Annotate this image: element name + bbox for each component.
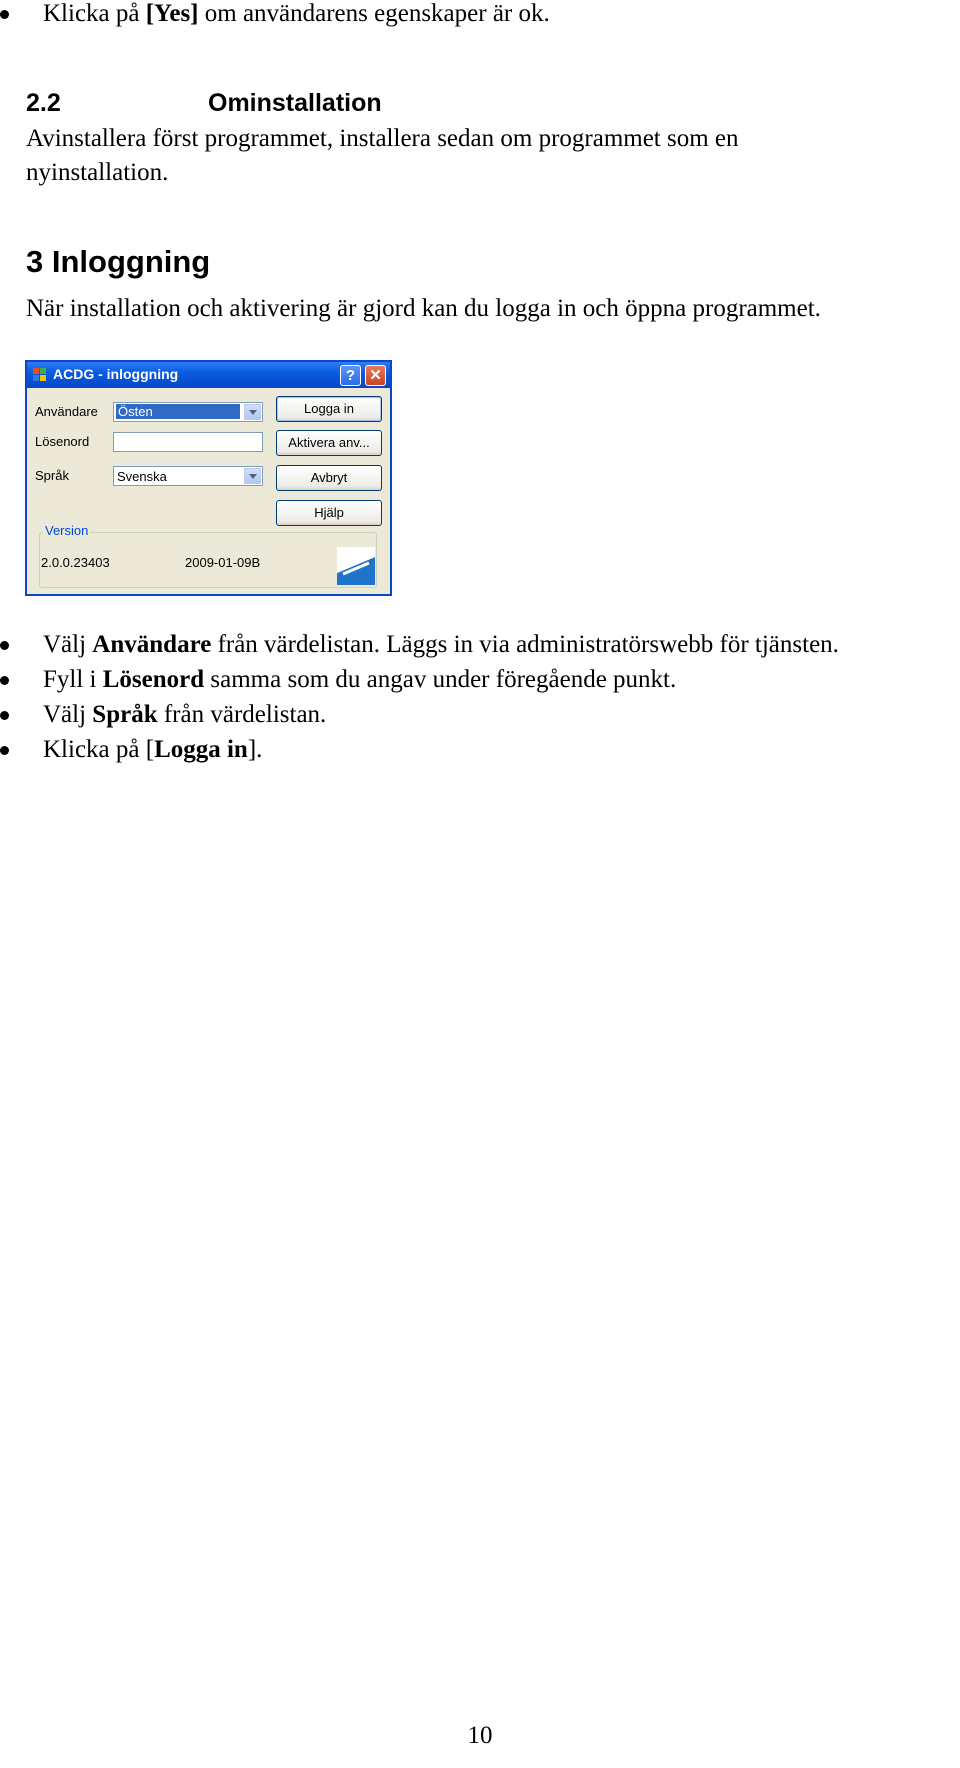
bullet-dot-icon [0,10,9,19]
page-number: 10 [467,1722,493,1749]
user-select-value: Östen [116,404,240,419]
cancel-button[interactable]: Avbryt [276,465,382,491]
help-button[interactable]: Hjälp [276,500,382,526]
dialog-titlebar [27,362,390,388]
tieto-logo-icon [337,547,375,585]
section-2-2-body-line1: Avinstallera först programmet, installera sedan om programmet som en [26,125,739,152]
password-field[interactable] [113,432,263,452]
language-select[interactable] [113,466,263,486]
section-3-body: När installation och aktivering är gjord kan du logga in och öppna programmet. [26,295,821,322]
chevron-down-icon[interactable] [244,404,261,420]
login-button[interactable]: Logga in [276,396,382,422]
login-dialog [25,360,392,596]
help-title-button[interactable]: ? [340,365,361,386]
version-label: Version [45,523,89,538]
user-select[interactable] [113,402,263,422]
section-2-2-body-line2: nyinstallation. [26,159,169,186]
section-3-title: 3 Inloggning [26,244,211,279]
bullet-dot-icon [0,676,9,685]
bullet-dot-icon [0,641,9,650]
bullet-dot-icon [0,711,9,720]
close-button[interactable]: ✕ [365,365,386,386]
user-label: Användare [35,404,98,419]
chevron-down-icon[interactable] [244,468,261,484]
language-select-value: Svenska [117,469,167,484]
version-date: 2009-01-09B [185,555,261,570]
app-icon [33,368,47,382]
password-label: Lösenord [35,434,90,449]
section-2-2-title: Ominstallation [208,89,382,117]
activate-user-button[interactable]: Aktivera anv... [276,430,382,456]
language-label: Språk [35,468,69,483]
bullet-dot-icon [0,746,9,755]
dialog-title: ACDG - inloggning [53,366,179,382]
version-number: 2.0.0.23403 [41,555,110,570]
section-2-2-number: 2.2 [26,89,61,117]
